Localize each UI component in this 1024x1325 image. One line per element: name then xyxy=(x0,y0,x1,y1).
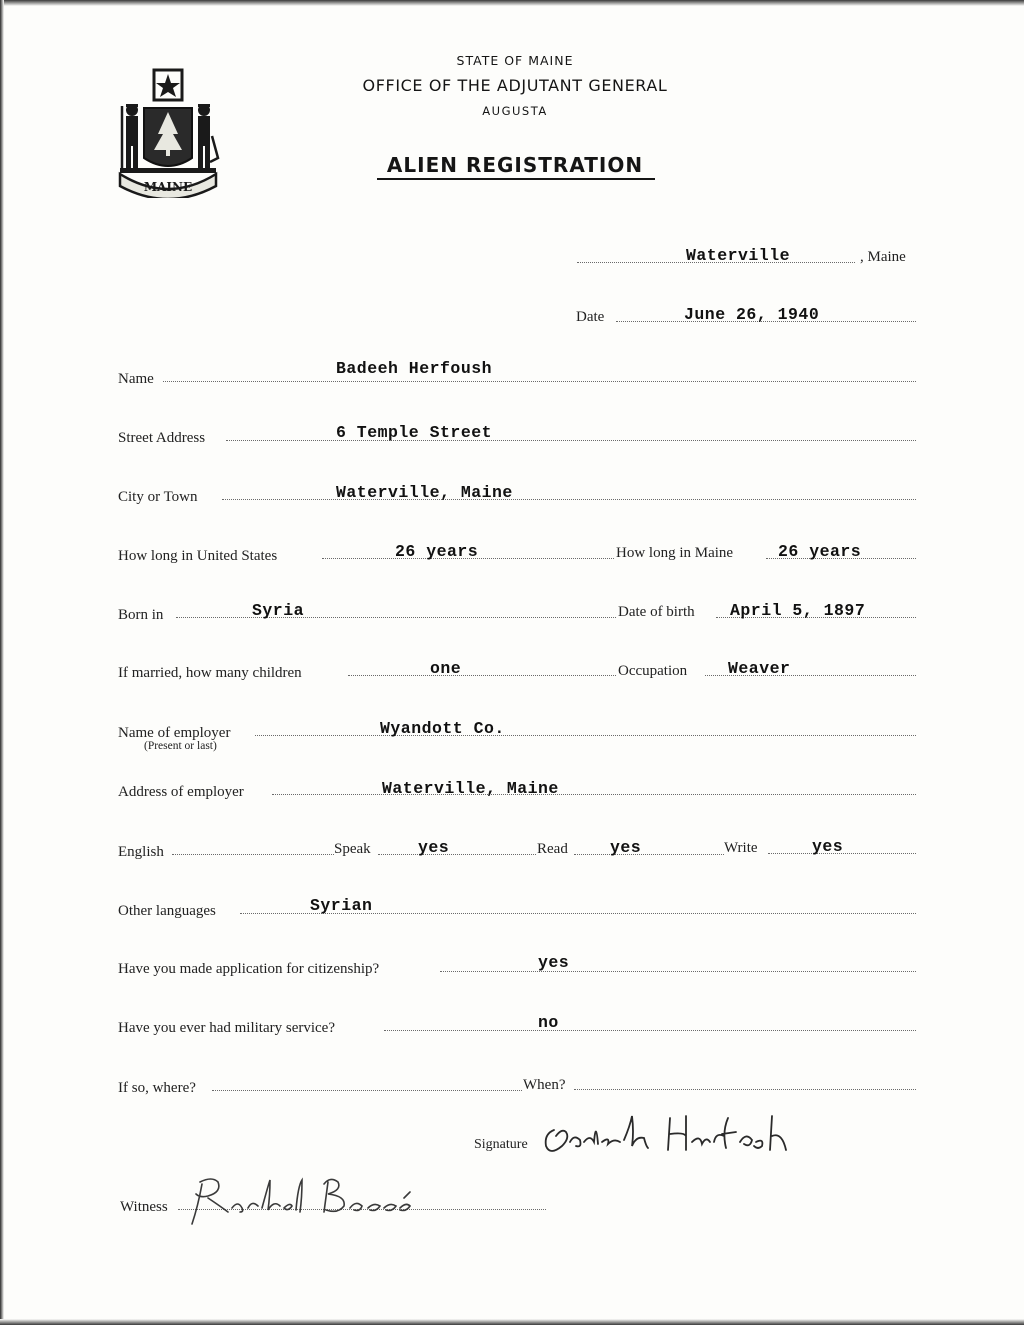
how-long-maine-label: How long in Maine xyxy=(616,545,734,561)
date-value: June 26, 1940 xyxy=(684,305,820,324)
scan-edge-bottom xyxy=(0,1319,1024,1325)
read-value: yes xyxy=(610,838,642,857)
header-state: STATE OF MAINE xyxy=(456,53,574,68)
employer-sublabel: (Present or last) xyxy=(144,740,217,752)
where-label: If so, where? xyxy=(118,1080,196,1096)
name-line xyxy=(163,381,916,382)
date-of-birth-label: Date of birth xyxy=(618,604,695,620)
street-address-label: Street Address xyxy=(118,430,206,446)
citizenship-label: Have you made application for citizenship? xyxy=(118,961,380,977)
military-line xyxy=(384,1030,916,1031)
employer-value: Wyandott Co. xyxy=(380,719,505,738)
scan-edge-left xyxy=(0,0,4,1325)
scan-edge-top xyxy=(0,0,1024,6)
how-long-us-value: 26 years xyxy=(395,542,479,561)
city-line xyxy=(222,499,916,500)
other-languages-label: Other languages xyxy=(118,903,216,919)
born-in-value: Syria xyxy=(252,601,305,620)
date-label: Date xyxy=(576,309,605,325)
signature-handwriting xyxy=(540,1112,800,1162)
witness-label: Witness xyxy=(120,1199,168,1215)
write-label: Write xyxy=(724,840,758,856)
when-label: When? xyxy=(523,1077,566,1093)
date-of-birth-value: April 5, 1897 xyxy=(730,601,866,620)
city-value: Waterville, Maine xyxy=(336,483,513,502)
city-label: City or Town xyxy=(118,489,198,505)
military-label: Have you ever had military service? xyxy=(118,1020,335,1036)
occupation-label: Occupation xyxy=(618,663,688,679)
employer-address-label: Address of employer xyxy=(118,784,244,800)
form-title: ALIEN REGISTRATION xyxy=(386,153,644,177)
how-long-maine-value: 26 years xyxy=(778,542,862,561)
employer-label: Name of employer xyxy=(118,725,231,741)
read-label: Read xyxy=(537,841,568,857)
name-value: Badeeh Herfoush xyxy=(336,359,493,378)
svg-text:MAINE: MAINE xyxy=(143,180,193,194)
name-label: Name xyxy=(118,371,154,387)
employer-address-line xyxy=(272,794,916,795)
speak-line xyxy=(378,854,536,855)
occupation-value: Weaver xyxy=(728,659,791,678)
employer-address-value: Waterville, Maine xyxy=(382,779,559,798)
when-line xyxy=(574,1089,916,1090)
children-label: If married, how many children xyxy=(118,665,302,681)
english-label: English xyxy=(118,844,164,860)
other-languages-value: Syrian xyxy=(310,896,373,915)
street-address-value: 6 Temple Street xyxy=(336,423,493,442)
born-in-line xyxy=(176,617,616,618)
born-in-label: Born in xyxy=(118,607,164,623)
witness-handwriting xyxy=(178,1172,448,1232)
english-line xyxy=(172,854,334,855)
citizenship-line xyxy=(440,971,916,972)
location-suffix: , Maine xyxy=(860,249,906,265)
speak-label: Speak xyxy=(334,841,371,857)
where-line xyxy=(212,1090,522,1091)
header-office: OFFICE OF THE ADJUTANT GENERAL xyxy=(362,76,668,95)
write-value: yes xyxy=(812,837,844,856)
location-value: Waterville xyxy=(686,246,791,265)
how-long-us-label: How long in United States xyxy=(118,548,278,564)
children-value: one xyxy=(430,659,462,678)
title-underline xyxy=(377,178,655,180)
citizenship-value: yes xyxy=(538,953,570,972)
header-city: AUGUSTA xyxy=(482,104,548,118)
children-line xyxy=(348,675,616,676)
signature-label: Signature xyxy=(474,1137,528,1152)
speak-value: yes xyxy=(418,838,450,857)
read-line xyxy=(574,854,724,855)
maine-state-seal-icon xyxy=(112,66,224,198)
street-address-line xyxy=(226,440,916,441)
employer-line xyxy=(255,735,916,736)
military-value: no xyxy=(538,1013,559,1032)
